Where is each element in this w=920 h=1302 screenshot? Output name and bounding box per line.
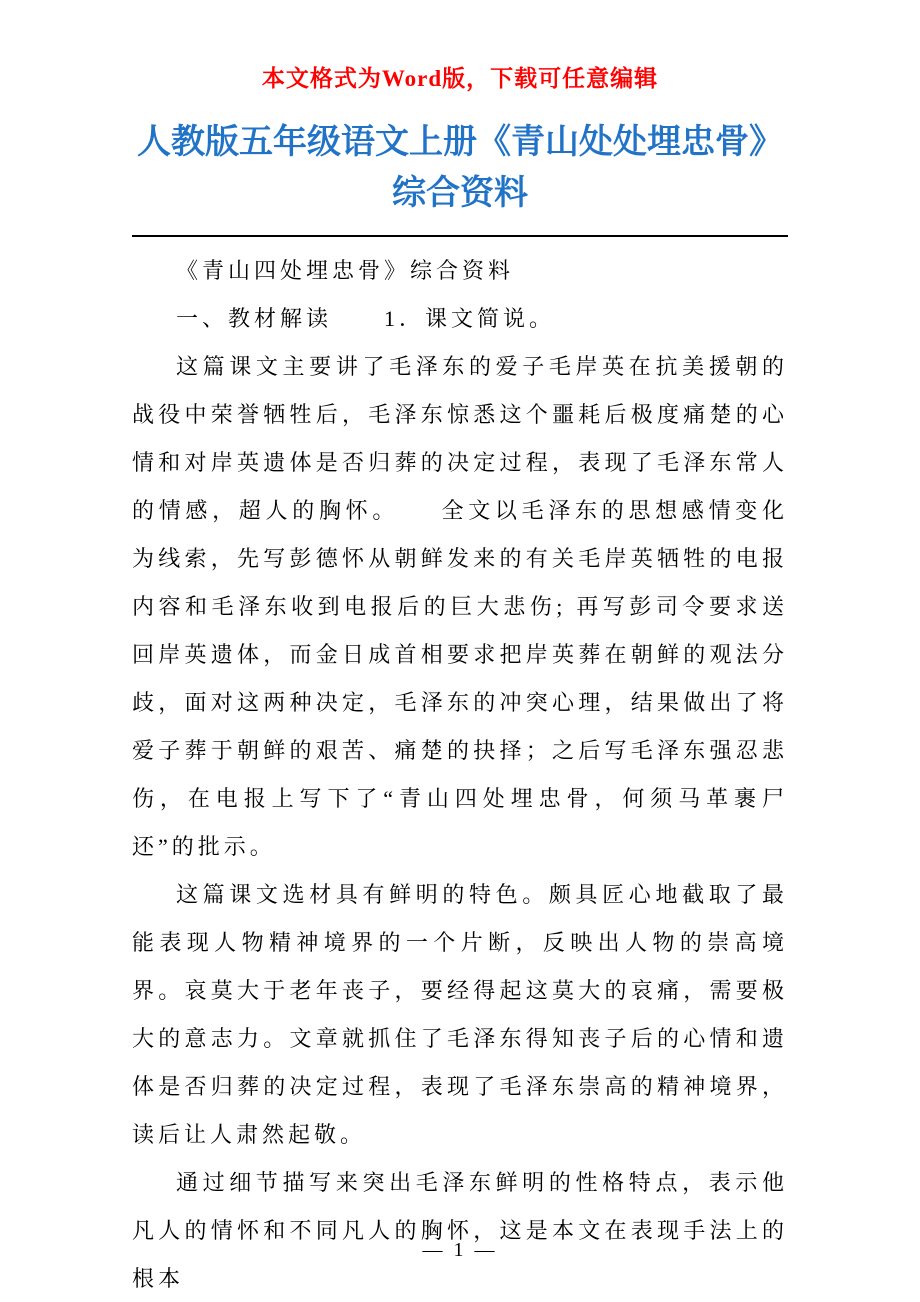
document-title <box>132 117 788 219</box>
paragraph-subtitle: 《青山四处埋忠骨》综合资料 <box>176 258 515 283</box>
title-line-2: 综合资料 <box>392 175 528 212</box>
title-line-1: 人教版五年级语文上册《青山处处埋忠骨》 <box>137 124 783 161</box>
document-body <box>132 247 788 1302</box>
format-notice: 本文格式为Word版，下载可任意编辑 <box>261 66 659 91</box>
paragraph: 通过细节描写来突出毛泽东鲜明的性格特点，表示他凡人的情怀和不同凡人的胸怀，这是本文在表现手法上的根本 <box>132 1170 788 1291</box>
title-divider <box>132 235 788 237</box>
paragraph-section-heading: 一、教材解读 1．课文简说。 <box>176 306 556 331</box>
page-number: — 1 — <box>422 1239 498 1261</box>
paragraph: 这篇课文选材具有鲜明的特色。颇具匠心地截取了最能表现人物精神境界的一个片断，反映出人物的崇高境界。哀莫大于老年丧子，要经得起这莫大的哀痛，需要极大的意志力。文章就抓住了毛泽东得知丧子后的心情和遗体是否归葬的决定过程，表现了毛泽东崇高的精神境界，读后让人肃然起敬。 <box>132 882 788 1147</box>
paragraph: 这篇课文主要讲了毛泽东的爱子毛岸英在抗美援朝的战役中荣誉牺牲后，毛泽东惊悉这个噩耗后极度痛楚的心情和对岸英遗体是否归葬的决定过程，表现了毛泽东常人的情感，超人的胸怀。 全文以毛泽东的思想感情变化为线索，先写彭德怀从朝鲜发来的有关毛岸英牺牲的电报内容和毛泽东收到电报后的巨大悲伤; 再写彭司令要求送回岸英遗体，而金日成首相要求把岸英葬在朝鲜的观法分歧，面对这两种决定，毛泽东的冲突心理，结果做出了将爱子葬于朝鲜的艰苦、痛楚的抉择；之后写毛泽东强忍悲伤，在电报上写下了“青山四处埋忠骨，何须马革裹尸还”的批示。 <box>132 354 788 859</box>
